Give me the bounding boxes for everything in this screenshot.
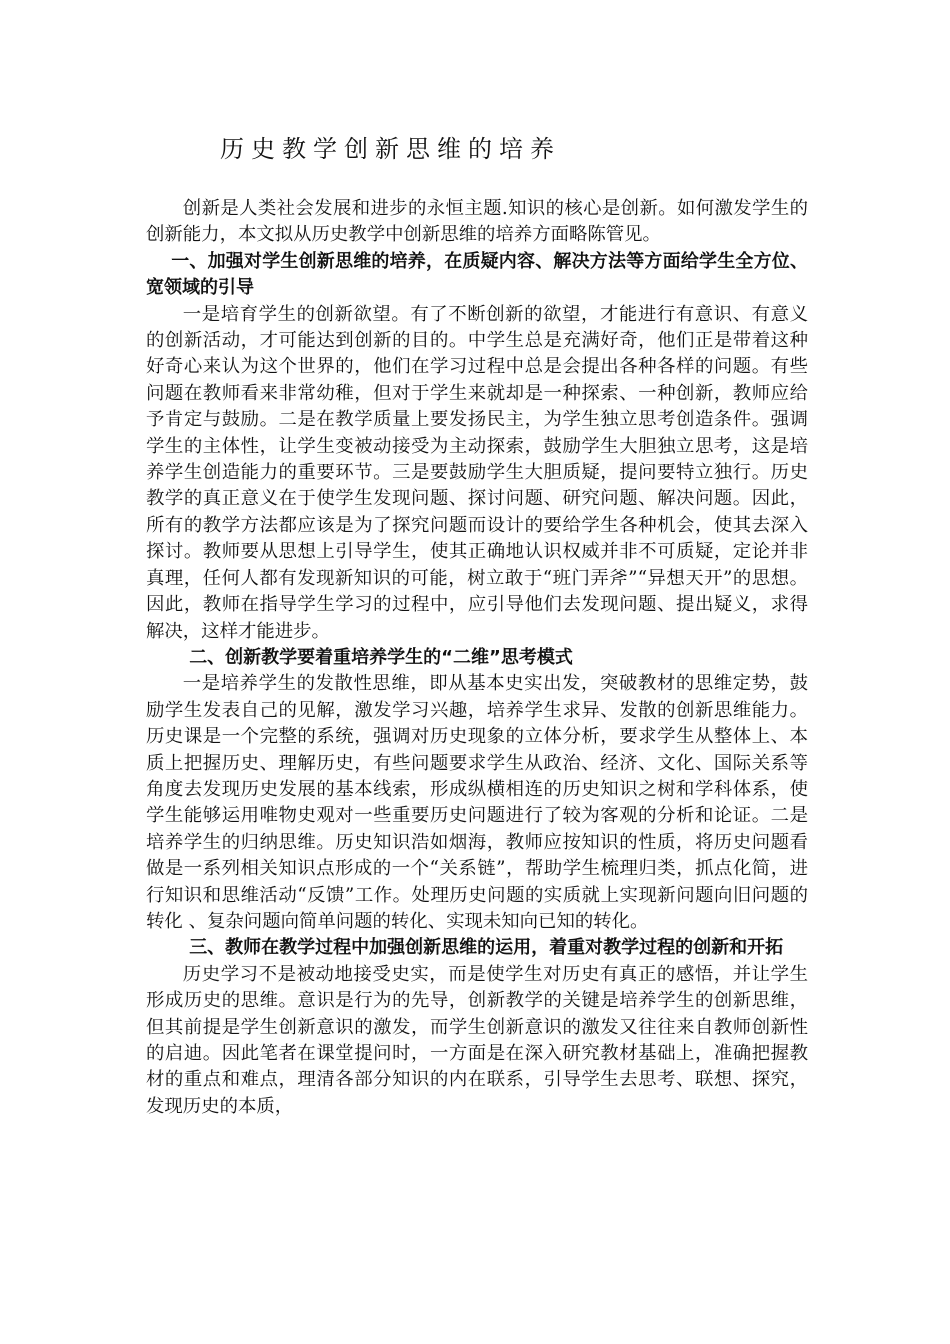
section-3-heading: 三、教师在教学过程中加强创新思维的运用，着重对教学过程的创新和开拓 xyxy=(189,937,784,959)
section-2-heading: 二、创新教学要着重培养学生的“二维”思考模式 xyxy=(189,646,573,668)
section-2-paragraph: 一是培养学生的发散性思维，即从基本史实出发，突破教材的思维定势，鼓励学生发表自己的见解，激发学习兴趣，培养学生求异、发散的创新思维能力。历史课是一个完整的系统，强调对历史现象的立体分析，要求学生从整体上、本质上把握历史、理解历史，有些问题要求学生从政治、经济、文化、国际关系等角度去发现历史发展的基本线索，形成纵横相连的历史知识之树和学科体系，使学生能够运用唯物史观对一些重要历史问题进行了较为客观的分析和论证。二是培养学生的归纳思维。历史知识浩如烟海，教师应按知识的性质，将历史问题看做是一系列相关知识点形成的一个“关系链”，帮助学生梳理归类，抓点化简，进行知识和思维活动“反馈”工作。处理历史问题的实质就上实现新问题向旧问题的转化 、复杂问题向简单问题的转化、实现未知向已知的转化。 xyxy=(146,673,808,932)
section-3-paragraph: 历史学习不是被动地接受史实，而是使学生对历史有真正的感悟，并让学生形成历史的思维。意识是行为的先导，创新教学的关键是培养学生的创新思维，但其前提是学生创新意识的激发，而学生创新意识的激发又往往来自教师创新性的启迪。因此笔者在课堂提问时，一方面是在深入研究教材基础上，准确把握教材的重点和难点，理清各部分知识的内在联系，引导学生去思考、联想、探究，发现历史的本质， xyxy=(146,963,808,1117)
document-title: 历史教学创新思维的培养 xyxy=(220,135,561,163)
intro-paragraph: 创新是人类社会发展和进步的永恒主题.知识的核心是创新。如何激发学生的创新能力，本文拟从历史教学中创新思维的培养方面略陈管见。 xyxy=(146,198,808,246)
document-body xyxy=(146,196,808,1120)
section-1-paragraph: 一是培育学生的创新欲望。有了不断创新的欲望，才能进行有意识、有意义的创新活动，才可能达到创新的目的。中学生总是充满好奇，他们正是带着这种好奇心来认为这个世界的，他们在学习过程中总是会提出各种各样的问题。有些问题在教师看来非常幼稚，但对于学生来就却是一种探索、一种创新，教师应给予肯定与鼓励。二是在教学质量上要发扬民主，为学生独立思考创造条件。强调学生的主体性，让学生变被动接受为主动探索，鼓励学生大胆独立思考，这是培养学生创造能力的重要环节。三是要鼓励学生大胆质疑，提问要特立独行。历史教学的真正意义在于使学生发现问题、探讨问题、研究问题、解决问题。因此，所有的教学方法都应该是为了探究问题而设计的要给学生各种机会，使其去深入探讨。教师要从思想上引导学生，使其正确地认识权威并非不可质疑，定论并非真理，任何人都有发现新知识的可能，树立敢于“班门弄斧”“异想天开”的思想。因此，教师在指导学生学习的过程中，应引导他们去发现问题、提出疑义，求得解决，这样才能进步。 xyxy=(146,303,808,642)
section-1-heading: 一、加强对学生创新思维的培养，在质疑内容、解决方法等方面给学生全方位、宽领域的引导 xyxy=(146,250,808,299)
